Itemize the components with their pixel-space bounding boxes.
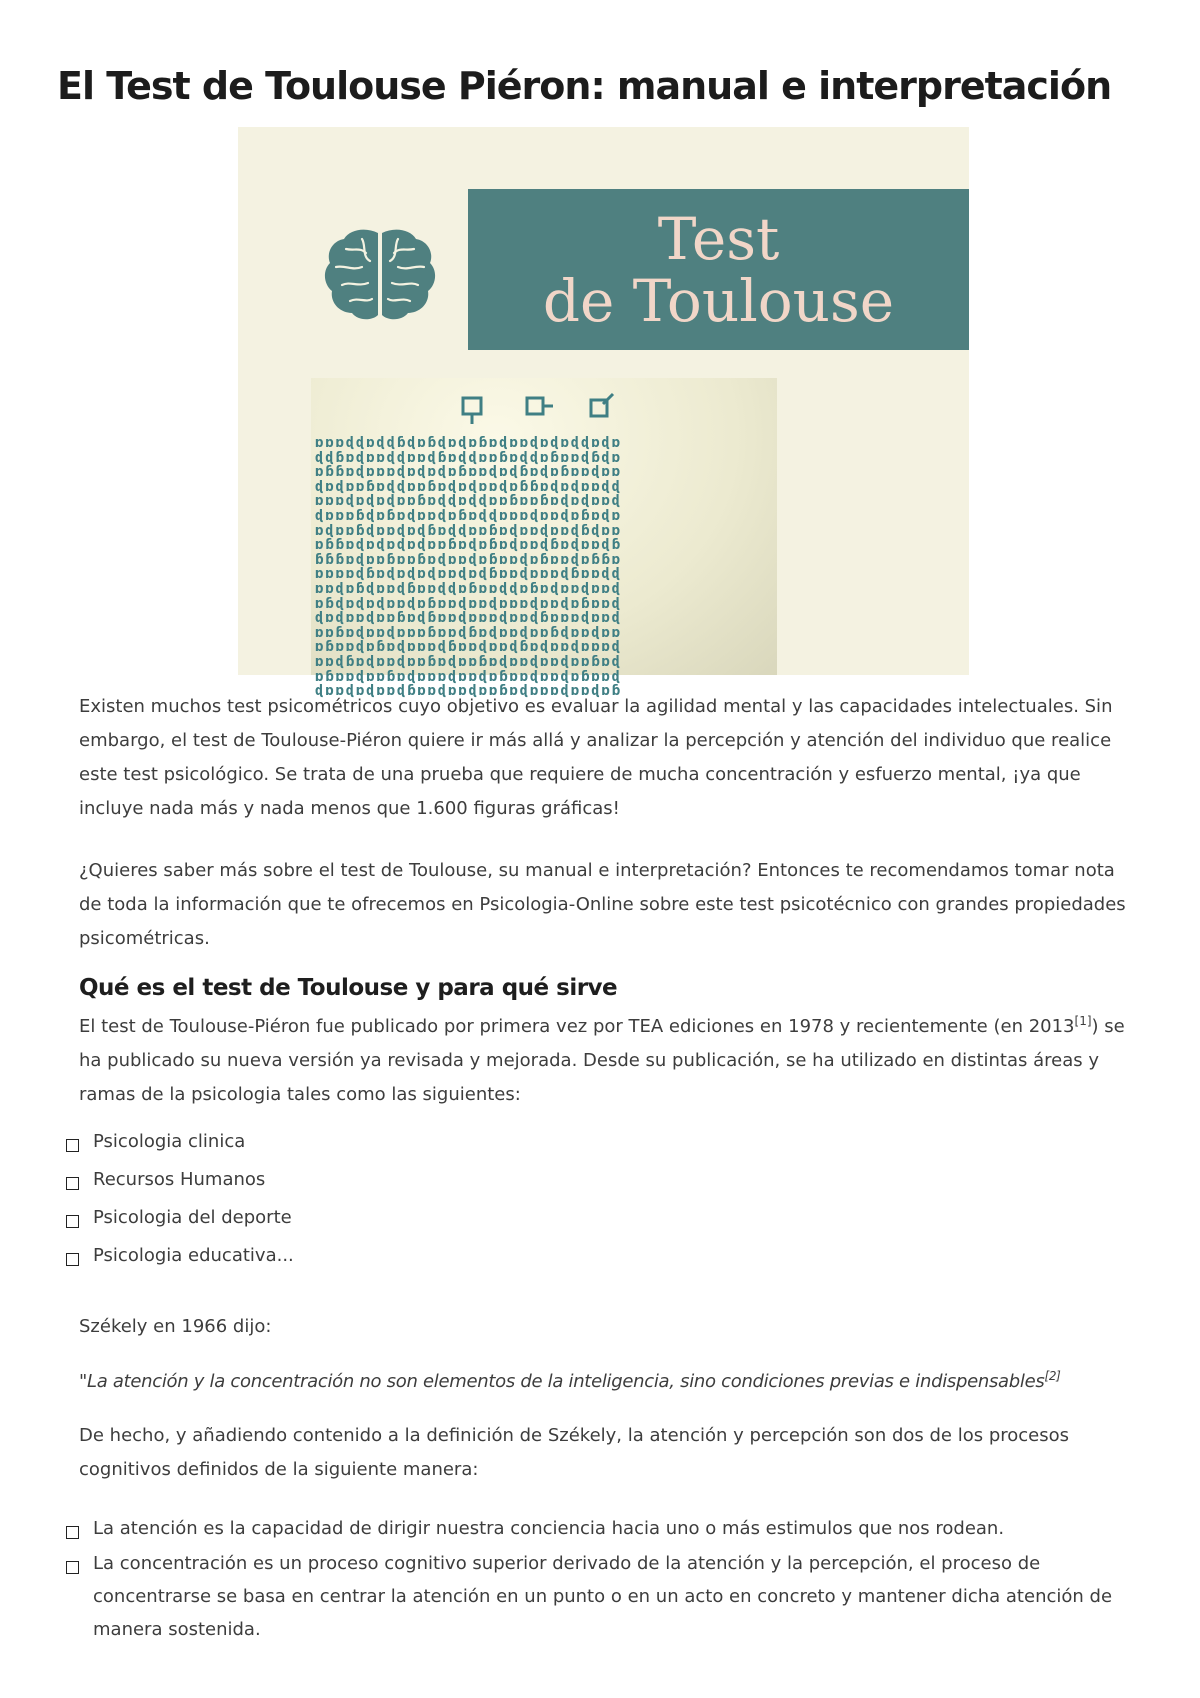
banner-title-line2: de Toulouse — [542, 266, 895, 335]
list-item-label: Psicologia educativa... — [93, 1245, 294, 1266]
list-item — [66, 1125, 294, 1159]
quote-text: "La atención y la concentración no son elementos de la inteligencia, sino condiciones previas e indispensables — [79, 1371, 1045, 1392]
target-symbols — [461, 390, 621, 430]
quote-intro: Székely en 1966 dijo: — [79, 1316, 272, 1337]
list-item — [66, 1512, 1139, 1545]
definitions-list — [66, 1512, 1139, 1648]
brain-icon — [322, 227, 438, 323]
list-item-label: Psicologia clinica — [93, 1131, 246, 1152]
hero-image — [238, 127, 969, 700]
list-item-label: La atención es la capacidad de dirigir nuestra conciencia hacia uno o más estimulos que nos rodean. — [93, 1518, 1005, 1539]
page-title: El Test de Toulouse Piéron: manual e interpretación — [57, 64, 1112, 108]
footnote-ref-1[interactable]: [1] — [1074, 1014, 1092, 1028]
intro-paragraph-1: Existen muchos test psicométricos cuyo objetivo es evaluar la agilidad mental y las capacidades intelectuales. Sin embargo, el test de Toulouse-Piéron quiere ir más allá y analizar la percepción y atención del individuo que realice este test psicológico. Se trata de una prueba que requiere de mucha concentración y esfuerzo mental, ¡ya que incluye nada más y nada menos que 1.600 figuras gráficas! — [79, 696, 1113, 819]
checkbox-icon — [66, 1526, 79, 1539]
areas-list — [66, 1125, 294, 1277]
section-paragraph-1-text-cont: ) se ha publicado su nueva versión ya revisada y mejorada. Desde su publicación, se ha utilizado en distintas áreas y ramas de la psicologia tales como las siguientes: — [79, 1016, 1125, 1105]
list-item — [66, 1239, 294, 1273]
list-item — [66, 1547, 1139, 1646]
list-item-label: Recursos Humanos — [93, 1169, 266, 1190]
list-item — [66, 1201, 294, 1235]
list-item-label: Psicologia del deporte — [93, 1207, 292, 1228]
checkbox-icon — [66, 1215, 79, 1228]
list-item-label: La concentración es un proceso cognitivo superior derivado de la atención y la percepción, el proceso de concentrarse se basa en centrar la atención en un punto o en un acto en concreto y mantener dicha atención de manera sostenida. — [93, 1553, 1113, 1640]
section-paragraph-2: De hecho, y añadiendo contenido a la definición de Székely, la atención y percepción son dos de los procesos cognitivos definidos de la siguiente manera: — [79, 1425, 1069, 1480]
section-paragraph-1-text: El test de Toulouse-Piéron fue publicado por primera vez por TEA ediciones en 1978 y recientemente (en 2013 — [79, 1016, 1075, 1037]
section-heading: Qué es el test de Toulouse y para qué sirve — [79, 975, 618, 1001]
hero-banner — [468, 189, 969, 350]
intro-paragraph-2: ¿Quieres saber más sobre el test de Toulouse, su manual e interpretación? Entonces te recomendamos tomar nota de toda la información que te ofrecemos en Psicologia-Online sobre este test psicotécnico con grandes propiedades psicométricas. — [79, 860, 1126, 949]
symbol-grid: ɒɒɒɖɖɒɖɖɓɖɒɓɖɒɖɒɓɒɖɒɒɖɒɖɒɖɖɒɖɒ ɖɖɓɒɖɒɒɖɖɒɒɖɓɒɖɖɒɒɓɒɖɖɒɓɒɒɖɓɖɒ ɒɓɓɒɖɒɒɒɖɒɖɒɖɒɓɒɒɖɒɖɓɒɖɒɓɒɒɖɒɒ ɖɒɖɒɒɓɒɖɖɒɒɓɒɖɒɖɒɒɖɒɓɓɒɖɒɖɒɒɖɖ ɒɒɒɖɒɖɒɖɒɒɓɒɖɖɒɖɖɒɒɓɒɒɓɒɖɒɖɒɒɖ ɖɒɒɒɓɖɒɓɒɖɒɒɖɒɓɒɖɖɒɒɒɖɒɒɖɒɓɒɖɒ ɒɖɒɒɓɖɒɒɖɒɖɓɒɖɖɒɒɓɒɖɒɒɖɒɒɖɓɖɒɒ ɒɓɓɒɖɒɖɒɖɒɖɒɒɓɒɖɒɓɒɖɒɒɖɓɒɖɒɒɖɓ ɓɓɓɒɖɒɒɓɒɒɓɒɖɒɒɖɒɓɒɒɖɒɓɒɒɖɒɓɓɒ ɒɒɒɒɖɓɒɖɒɖɒɖɒɒɖɒɖɓɒɒɖɒɒɒɖɓɒɒɖɖ ɒɒɖɒɓɖɒɒɖɓɒɒɖɖɒɓɒɒɖɖɒɓɒɖɒɒɖɒɒɖ ɒɓɖɒɖɒɖɒɒɖɒɓɒɒɖɒɒɖɒɒɒɖɒɒɖɒɓɒɒɖ ɖɒɖɒɒɖɒɒɓɒɖɓɒɒɖɒɒɒɖɒɒɖɓɒɒɒɖɒɒɖ ɒɒɓɒɖɒɒɖɒɒɒɓɒɒɖɓɒɖɒɒɖɒɒɓɖɒɒɖɒɒ ɒɓɒɒɖɒɓɒɖɒɒɒɖɓɒɒɖɒɒɖɓɒɖɒɒɖɒɒɒɖ ɒɒɖɓɒɖɒɒɖɒɒɓɒɖɒɒɓɒɖɒɒɖɒɒɖɒɒɓɒɖ ɒɓɒɒɖɒɒɓɒɖɒɒɒɖɒɒɖɒɓɒɒɖɒɒɖɒɓɒɒɖ ɖɒɒɖɒɖɒɒɖɓɒɒɖɒɒɖɒɒɓɒɖɒɒɒɖɒɒɖɒɓ — [315, 435, 622, 700]
target-symbol-1 — [463, 398, 481, 414]
target-symbol-2 — [527, 398, 543, 414]
section-paragraph-1 — [79, 1010, 1139, 1112]
checkbox-icon — [66, 1177, 79, 1190]
checkbox-icon — [66, 1139, 79, 1152]
checkbox-icon — [66, 1253, 79, 1266]
quote — [79, 1365, 1061, 1399]
checkbox-icon — [66, 1561, 79, 1574]
list-item — [66, 1163, 294, 1197]
banner-title-line1: Test — [657, 204, 780, 273]
footnote-ref-2[interactable]: [2] — [1044, 1369, 1061, 1383]
toulouse-test-sheet — [311, 378, 777, 700]
